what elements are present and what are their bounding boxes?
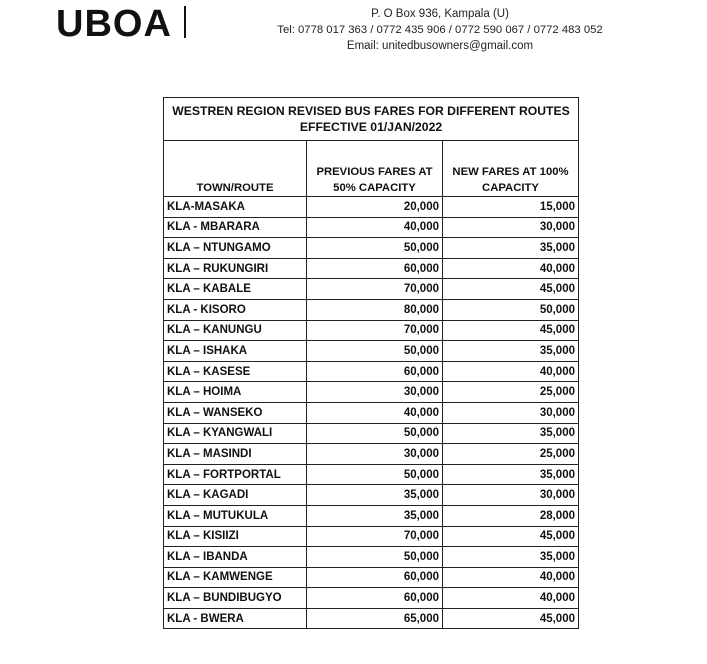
route-cell: KLA – KASESE: [164, 361, 307, 382]
new-fare-cell: 35,000: [443, 341, 579, 362]
route-cell: KLA – KYANGWALI: [164, 423, 307, 444]
route-cell: KLA – KAGADI: [164, 485, 307, 506]
route-cell: KLA – HOIMA: [164, 382, 307, 403]
new-fare-cell: 35,000: [443, 423, 579, 444]
table-row: [164, 608, 579, 629]
new-fare-cell: 50,000: [443, 299, 579, 320]
email-line: Email: unitedbusowners@gmail.com: [346, 40, 534, 52]
new-fare-cell: 35,000: [443, 238, 579, 259]
table-row: [164, 423, 579, 444]
new-fare-cell: 35,000: [443, 464, 579, 485]
table-title-line1: WESTREN REGION REVISED BUS FARES FOR DIFFERENT ROUTES: [172, 104, 570, 118]
new-fare-cell: 40,000: [443, 258, 579, 279]
previous-fare-cell: 50,000: [307, 423, 443, 444]
previous-fare-cell: 60,000: [307, 567, 443, 588]
table-row: [164, 217, 579, 238]
previous-fare-cell: 50,000: [307, 547, 443, 568]
table-row: [164, 361, 579, 382]
route-cell: KLA-MASAKA: [164, 197, 307, 218]
table-row: [164, 485, 579, 506]
new-fare-cell: 30,000: [443, 402, 579, 423]
route-cell: KLA – WANSEKO: [164, 402, 307, 423]
table-row: [164, 382, 579, 403]
previous-fare-cell: 40,000: [307, 217, 443, 238]
column-header-previous-line1: PREVIOUS FARES AT: [316, 166, 433, 178]
table-row: [164, 464, 579, 485]
address-line: P. O Box 936, Kampala (U): [371, 8, 509, 20]
previous-fare-cell: 70,000: [307, 526, 443, 547]
new-fare-cell: 25,000: [443, 444, 579, 465]
logo-divider: [184, 6, 186, 38]
table-row: [164, 341, 579, 362]
contact-block: [250, 6, 630, 54]
previous-fare-cell: 50,000: [307, 238, 443, 259]
previous-fare-cell: 65,000: [307, 608, 443, 629]
column-header-route-label: TOWN/ROUTE: [196, 182, 274, 194]
previous-fare-cell: 80,000: [307, 299, 443, 320]
new-fare-cell: 45,000: [443, 320, 579, 341]
previous-fare-cell: 60,000: [307, 258, 443, 279]
route-cell: KLA – BUNDIBUGYO: [164, 588, 307, 609]
new-fare-cell: 15,000: [443, 197, 579, 218]
table-row: [164, 444, 579, 465]
table-row: [164, 320, 579, 341]
previous-fare-cell: 50,000: [307, 341, 443, 362]
table-row: [164, 402, 579, 423]
phone-line: Tel: 0778 017 363 / 0772 435 906 / 0772 590 067 / 0772 483 052: [277, 24, 603, 36]
previous-fare-cell: 20,000: [307, 197, 443, 218]
new-fare-cell: 45,000: [443, 608, 579, 629]
table-row: [164, 258, 579, 279]
route-cell: KLA – KISIIZI: [164, 526, 307, 547]
previous-fare-cell: 60,000: [307, 361, 443, 382]
table-row: [164, 505, 579, 526]
previous-fare-cell: 70,000: [307, 279, 443, 300]
fares-table: [163, 97, 579, 629]
table-row: [164, 238, 579, 259]
table-title: [164, 98, 579, 141]
column-header-route: [164, 141, 307, 197]
previous-fare-cell: 30,000: [307, 382, 443, 403]
column-header-new-line1: NEW FARES AT 100%: [452, 166, 569, 178]
route-cell: KLA – MUTUKULA: [164, 505, 307, 526]
previous-fare-cell: 50,000: [307, 464, 443, 485]
column-header-new: [443, 141, 579, 197]
table-row: [164, 588, 579, 609]
table-row: [164, 547, 579, 568]
table-row: [164, 299, 579, 320]
logo: UBOA: [56, 3, 172, 45]
route-cell: KLA – IBANDA: [164, 547, 307, 568]
new-fare-cell: 40,000: [443, 361, 579, 382]
new-fare-cell: 25,000: [443, 382, 579, 403]
table-row: [164, 197, 579, 218]
route-cell: KLA – NTUNGAMO: [164, 238, 307, 259]
route-cell: KLA – KANUNGU: [164, 320, 307, 341]
column-header-previous-line2: 50% CAPACITY: [333, 182, 416, 194]
new-fare-cell: 40,000: [443, 588, 579, 609]
new-fare-cell: 30,000: [443, 485, 579, 506]
new-fare-cell: 28,000: [443, 505, 579, 526]
table-row: [164, 526, 579, 547]
route-cell: KLA – MASINDI: [164, 444, 307, 465]
previous-fare-cell: 40,000: [307, 402, 443, 423]
route-cell: KLA – ISHAKA: [164, 341, 307, 362]
table-row: [164, 279, 579, 300]
route-cell: KLA – KAMWENGE: [164, 567, 307, 588]
previous-fare-cell: 35,000: [307, 505, 443, 526]
table-row: [164, 567, 579, 588]
previous-fare-cell: 35,000: [307, 485, 443, 506]
column-header-previous: [307, 141, 443, 197]
route-cell: KLA – RUKUNGIRI: [164, 258, 307, 279]
table-title-row: [164, 98, 579, 141]
previous-fare-cell: 30,000: [307, 444, 443, 465]
route-cell: KLA - BWERA: [164, 608, 307, 629]
new-fare-cell: 30,000: [443, 217, 579, 238]
route-cell: KLA - MBARARA: [164, 217, 307, 238]
table-title-line2: EFFECTIVE 01/JAN/2022: [299, 120, 443, 134]
new-fare-cell: 40,000: [443, 567, 579, 588]
new-fare-cell: 45,000: [443, 279, 579, 300]
new-fare-cell: 35,000: [443, 547, 579, 568]
route-cell: KLA – FORTPORTAL: [164, 464, 307, 485]
new-fare-cell: 45,000: [443, 526, 579, 547]
column-header-row: [164, 141, 579, 197]
column-header-new-line2: CAPACITY: [482, 182, 539, 194]
previous-fare-cell: 60,000: [307, 588, 443, 609]
previous-fare-cell: 70,000: [307, 320, 443, 341]
route-cell: KLA - KISORO: [164, 299, 307, 320]
route-cell: KLA – KABALE: [164, 279, 307, 300]
